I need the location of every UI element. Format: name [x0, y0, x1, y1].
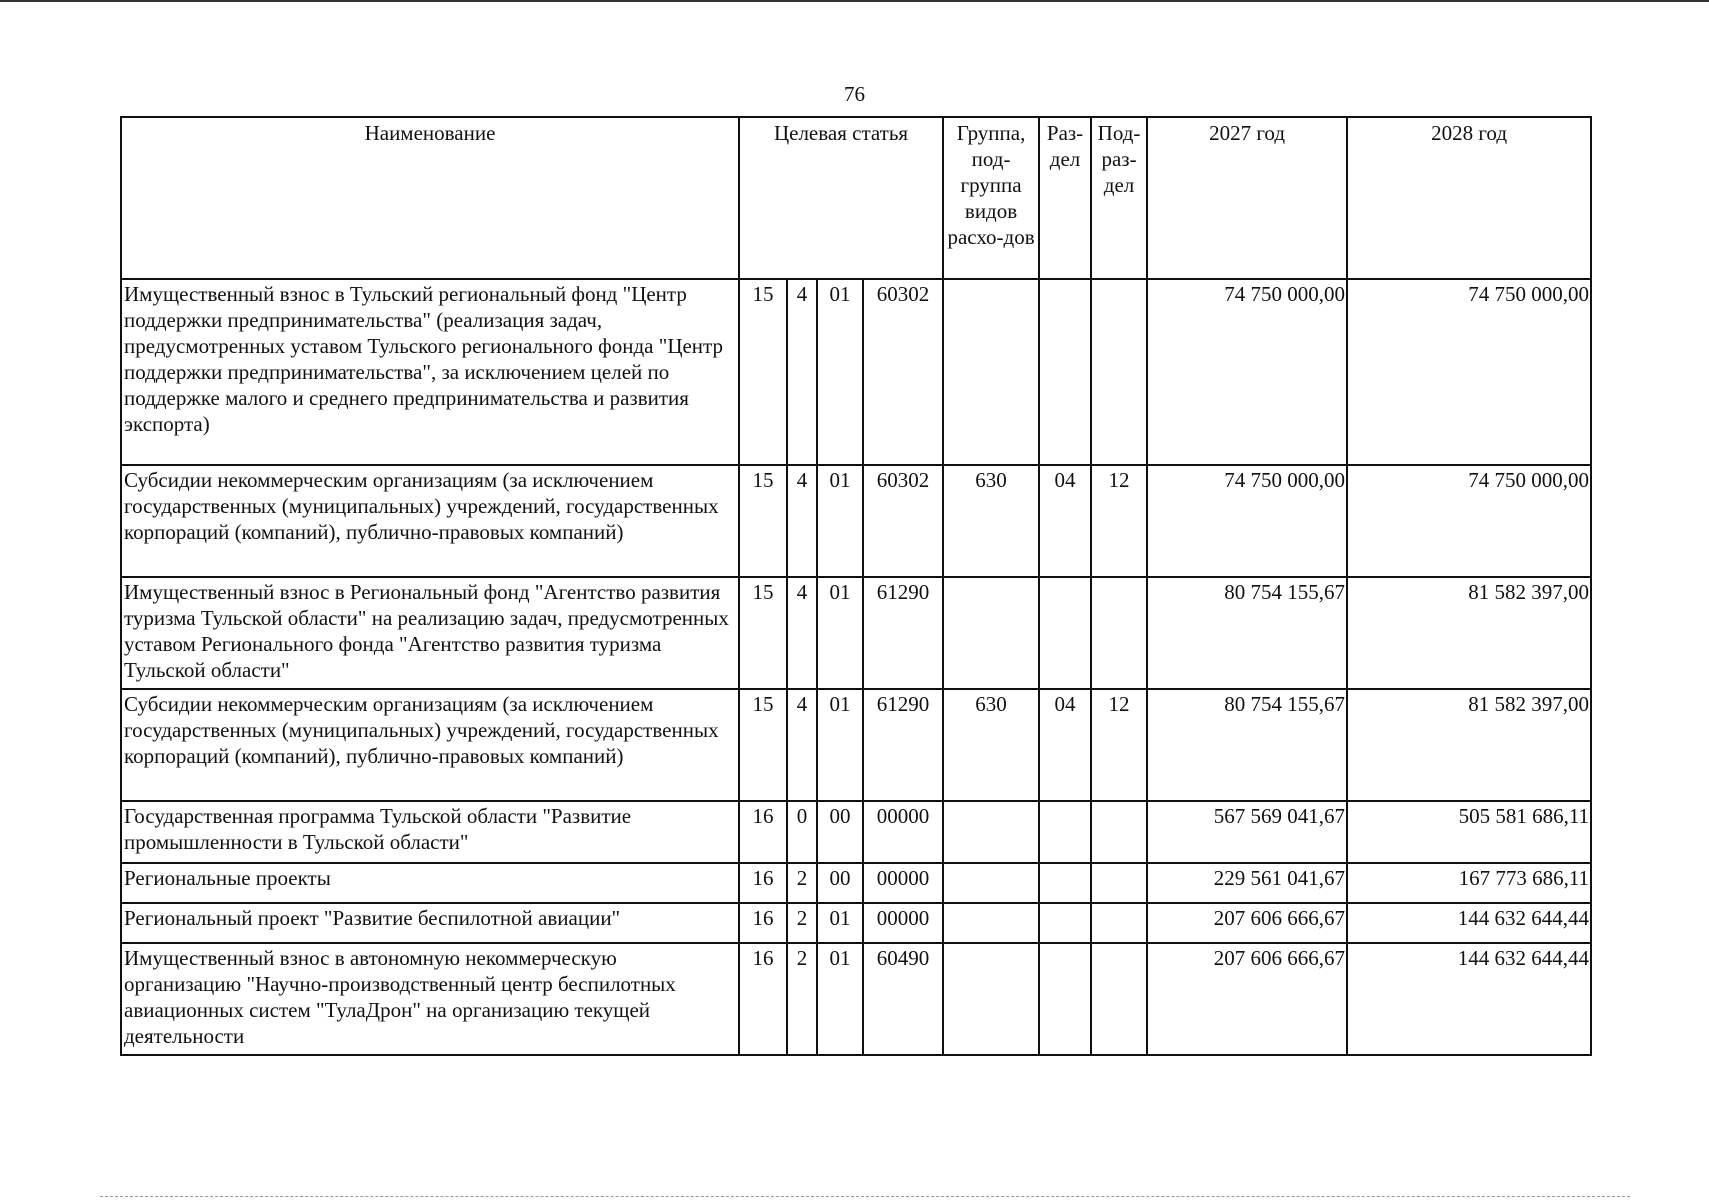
header-target-article: Целевая статья [739, 117, 943, 279]
table-row [121, 577, 1591, 689]
target-code-2: 4 [787, 465, 817, 577]
section [1039, 863, 1091, 903]
amount-2027: 207 606 666,67 [1147, 943, 1347, 1055]
table-row [121, 943, 1591, 1055]
subsection [1091, 863, 1147, 903]
target-code-1: 16 [739, 903, 787, 943]
budget-table [120, 116, 1592, 1056]
header-row [121, 117, 1591, 279]
table-row [121, 465, 1591, 577]
subsection [1091, 903, 1147, 943]
target-code-3: 01 [817, 279, 863, 465]
target-code-2: 0 [787, 801, 817, 863]
header-section: Раз-дел [1039, 117, 1091, 279]
row-name: Субсидии некоммерческим организациям (за исключением государственных (муниципальных) учреждений, государственных корпораций (компаний), публично-правовых компаний) [121, 465, 739, 577]
amount-2028: 144 632 644,44 [1347, 903, 1591, 943]
expense-group: 630 [943, 465, 1039, 577]
amount-2028: 74 750 000,00 [1347, 465, 1591, 577]
table-row [121, 689, 1591, 801]
target-code-2: 2 [787, 863, 817, 903]
target-code-2: 4 [787, 689, 817, 801]
target-code-4: 60302 [863, 465, 943, 577]
target-code-1: 15 [739, 279, 787, 465]
target-code-4: 00000 [863, 863, 943, 903]
target-code-2: 2 [787, 943, 817, 1055]
subsection: 12 [1091, 465, 1147, 577]
header-name: Наименование [121, 117, 739, 279]
amount-2028: 144 632 644,44 [1347, 943, 1591, 1055]
header-expense-group: Группа, под-группа видов расхо-дов [943, 117, 1039, 279]
amount-2028: 74 750 000,00 [1347, 279, 1591, 465]
amount-2028: 81 582 397,00 [1347, 577, 1591, 689]
target-code-4: 60490 [863, 943, 943, 1055]
section [1039, 279, 1091, 465]
table-row [121, 903, 1591, 943]
target-code-3: 01 [817, 689, 863, 801]
target-code-4: 00000 [863, 903, 943, 943]
subsection: 12 [1091, 689, 1147, 801]
header-2028: 2028 год [1347, 117, 1591, 279]
header-2027: 2027 год [1147, 117, 1347, 279]
section: 04 [1039, 689, 1091, 801]
target-code-3: 01 [817, 903, 863, 943]
expense-group [943, 863, 1039, 903]
section: 04 [1039, 465, 1091, 577]
section [1039, 943, 1091, 1055]
row-name: Имущественный взнос в Тульский региональный фонд "Центр поддержки предпринимательства" (реализация задач, предусмотренных уставом Тульского регионального фонда "Центр поддержки предпринимательства", за исключением целей по поддержке малого и среднего предпринимательства и развития экспорта) [121, 279, 739, 465]
subsection [1091, 577, 1147, 689]
target-code-3: 01 [817, 465, 863, 577]
target-code-1: 16 [739, 863, 787, 903]
amount-2027: 207 606 666,67 [1147, 903, 1347, 943]
target-code-4: 00000 [863, 801, 943, 863]
amount-2028: 81 582 397,00 [1347, 689, 1591, 801]
target-code-4: 61290 [863, 689, 943, 801]
target-code-1: 15 [739, 577, 787, 689]
bottom-border-line [100, 1196, 1630, 1198]
section [1039, 801, 1091, 863]
target-code-4: 61290 [863, 577, 943, 689]
subsection [1091, 943, 1147, 1055]
row-name: Субсидии некоммерческим организациям (за исключением государственных (муниципальных) учреждений, государственных корпораций (компаний), публично-правовых компаний) [121, 689, 739, 801]
target-code-2: 2 [787, 903, 817, 943]
row-name: Государственная программа Тульской области "Развитие промышленности в Тульской области" [121, 801, 739, 863]
target-code-1: 15 [739, 689, 787, 801]
page-number: 76 [844, 82, 865, 106]
header-subsection: Под-раз-дел [1091, 117, 1147, 279]
amount-2028: 505 581 686,11 [1347, 801, 1591, 863]
top-border-line [0, 0, 1709, 2]
target-code-1: 16 [739, 943, 787, 1055]
section [1039, 577, 1091, 689]
table-row [121, 801, 1591, 863]
amount-2027: 74 750 000,00 [1147, 465, 1347, 577]
subsection [1091, 801, 1147, 863]
amount-2027: 80 754 155,67 [1147, 689, 1347, 801]
row-name: Региональный проект "Развитие беспилотной авиации" [121, 903, 739, 943]
table-row [121, 863, 1591, 903]
target-code-2: 4 [787, 279, 817, 465]
section [1039, 903, 1091, 943]
target-code-3: 01 [817, 943, 863, 1055]
expense-group [943, 577, 1039, 689]
target-code-2: 4 [787, 577, 817, 689]
target-code-1: 16 [739, 801, 787, 863]
target-code-1: 15 [739, 465, 787, 577]
row-name: Имущественный взнос в автономную некоммерческую организацию "Научно-производственный центр беспилотных авиационных систем "ТулаДрон" на организацию текущей деятельности [121, 943, 739, 1055]
row-name: Имущественный взнос в Региональный фонд "Агентство развития туризма Тульской области" на реализацию задач, предусмотренных уставом Регионального фонда "Агентство развития туризма Тульской области" [121, 577, 739, 689]
target-code-3: 00 [817, 863, 863, 903]
expense-group [943, 801, 1039, 863]
amount-2027: 229 561 041,67 [1147, 863, 1347, 903]
row-name: Региональные проекты [121, 863, 739, 903]
target-code-3: 00 [817, 801, 863, 863]
expense-group [943, 279, 1039, 465]
amount-2028: 167 773 686,11 [1347, 863, 1591, 903]
amount-2027: 80 754 155,67 [1147, 577, 1347, 689]
subsection [1091, 279, 1147, 465]
amount-2027: 74 750 000,00 [1147, 279, 1347, 465]
expense-group: 630 [943, 689, 1039, 801]
target-code-4: 60302 [863, 279, 943, 465]
amount-2027: 567 569 041,67 [1147, 801, 1347, 863]
table-row [121, 279, 1591, 465]
expense-group [943, 943, 1039, 1055]
target-code-3: 01 [817, 577, 863, 689]
expense-group [943, 903, 1039, 943]
